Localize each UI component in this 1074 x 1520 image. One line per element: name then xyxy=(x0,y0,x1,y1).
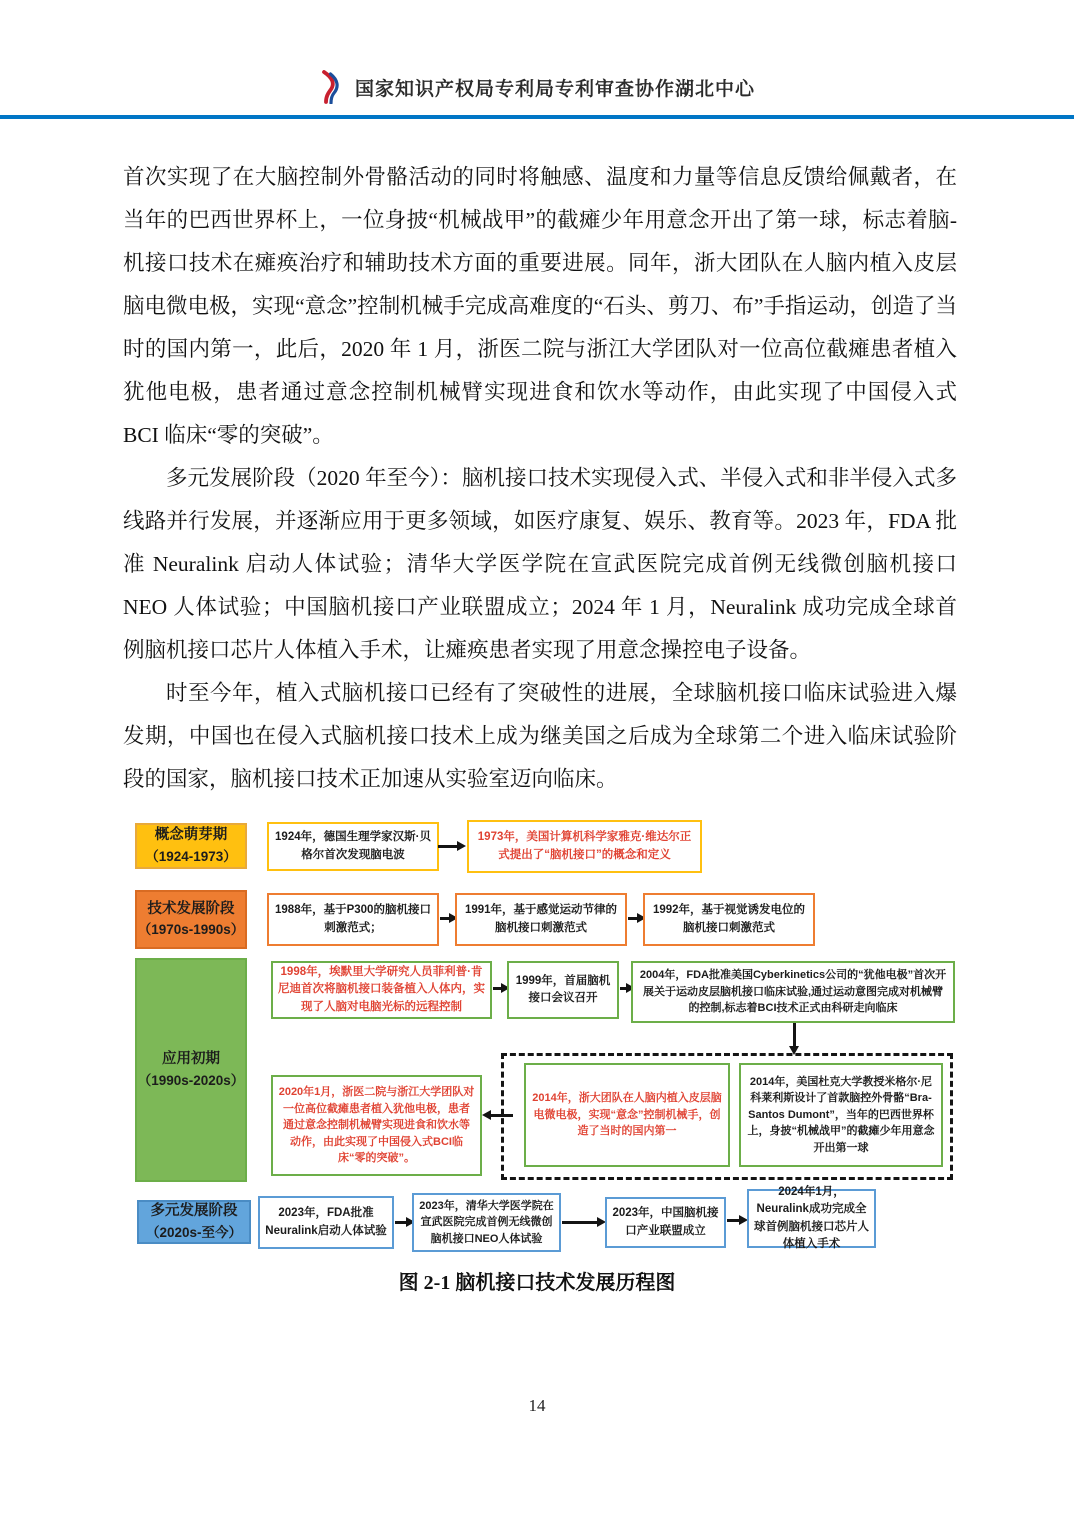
stage-diversified-development xyxy=(137,1200,251,1244)
arrow-right-icon xyxy=(438,845,458,848)
paragraph: 多元发展阶段（2020 年至今）：脑机接口技术实现侵入式、半侵入式和非半侵入式多线路并行发展，并逐渐应用于更多领域，如医疗康复、娱乐、教育等。2023 年，FDA 批准 Neuralink 启动人体试验；清华大学医学院在宣武医院完成首例无线微创脑机接口 NEO 人体试验；中国脑机接口产业联盟成立；2024 年 1 月，Neuralink 成功完成全球首例脑机接口芯片人体植入手术，让瘫痪患者实现了用意念操控电子设备。 xyxy=(123,466,957,662)
timeline-box-2023-neo: 2023年，清华大学医学院在宣武医院完成首例无线微创脑机接口NEO人体试验 xyxy=(412,1193,561,1252)
timeline-box-2024: 2024年1月，Neuralink成功完成全球首例脑机接口芯片人体植入手术 xyxy=(747,1189,876,1248)
stage-name: 技术发展阶段 xyxy=(147,900,235,917)
paragraph: 时至今年，植入式脑机接口已经有了突破性的进展，全球脑机接口临床试验进入爆发期，中国也在侵入式脑机接口技术上成为继美国之后成为全球第二个进入临床试验阶段的国家，脑机接口技术正加速从实验室迈向临床。 xyxy=(123,681,957,791)
timeline-box-2020: 2020年1月，浙医二院与浙江大学团队对一位高位截瘫患者植入犹他电极，患者通过意念控制机械臂实现进食和饮水等动作，由此实现了中国侵入式BCI临床“零的突破”。 xyxy=(271,1075,482,1176)
timeline-box-1998: 1998年，埃默里大学研究人员菲利普·肯尼迪首次将脑机接口装备植入人体内，实现了人脑对电脑光标的远程控制 xyxy=(271,961,492,1019)
stage-name: 应用初期 xyxy=(162,1051,220,1067)
arrow-right-icon xyxy=(727,1219,740,1222)
timeline-box-2014-zju: 2014年，浙大团队在人脑内植入皮层脑电微电极，实现“意念”控制机械手，创造了当时的国内第一 xyxy=(524,1063,730,1167)
arrow-left-icon xyxy=(490,1114,513,1117)
timeline-box-1924: 1924年，德国生理学家汉斯·贝格尔首次发现脑电波 xyxy=(267,822,439,871)
stage-years: （2020s-至今） xyxy=(145,1224,243,1240)
timeline-box-1992: 1992年，基于视觉诱发电位的脑机接口刺激范式 xyxy=(643,893,815,946)
arrow-right-icon xyxy=(620,987,627,990)
timeline-box-1999: 1999年，首届脑机接口会议召开 xyxy=(507,961,619,1019)
stage-early-application xyxy=(135,958,247,1182)
figure-caption: 图 2-1 脑机接口技术发展历程图 xyxy=(398,1272,676,1294)
arrow-right-icon xyxy=(493,987,502,990)
stage-years: （1970s-1990s） xyxy=(137,922,245,938)
stage-years: （1990s-2020s） xyxy=(137,1072,245,1088)
timeline-box-2023-fda: 2023年，FDA批准Neuralink启动人体试验 xyxy=(258,1196,394,1249)
timeline-box-1991: 1991年，基于感觉运动节律的脑机接口刺激范式 xyxy=(455,893,627,946)
stage-concept xyxy=(135,823,247,869)
timeline-box-1973: 1973年，美国计算机科学家雅克·维达尔正式提出了“脑机接口”的概念和定义 xyxy=(467,820,702,873)
timeline-box-2014-duke: 2014年，美国杜克大学教授米格尔·尼科莱利斯设计了首款脑控外骨骼“Bra-Santos Dumont”，当年的巴西世界杯上，身披“机械战甲”的截瘫少年用意念开出第一球 xyxy=(739,1063,943,1167)
stage-tech-development xyxy=(135,890,247,949)
arrow-right-icon xyxy=(395,1221,407,1224)
paragraph: 首次实现了在大脑控制外骨骼活动的同时将触感、温度和力量等信息反馈给佩戴者，在当年的巴西世界杯上，一位身披“机械战甲”的截瘫少年用意念开出了第一球，标志着脑-机接口技术在瘫痪治疗和辅助技术方面的重要进展。同年，浙大团队在人脑内植入皮层脑电微电极，实现“意念”控制机械手完成高难度的“石头、剪刀、布”手指运动，创造了当时的国内第一，此后，2020 年 1 月，浙医二院与浙江大学团队对一位高位截瘫患者植入犹他电极，患者通过意念控制机械臂实现进食和饮水等动作，由此实现了中国侵入式 BCI 临床“零的突破”。 xyxy=(123,165,957,447)
stage-years: （1924-1973） xyxy=(145,848,237,864)
stage-name: 多元发展阶段 xyxy=(150,1203,238,1219)
timeline-box-2004: 2004年，FDA批准美国Cyberkinetics公司的“犹他电极”首次开展关于运动皮层脑机接口临床试验,通过运动意图完成对机械臂的控制,标志着BCI技术正式由科研走向临床 xyxy=(631,961,955,1023)
header-org-title: 国家知识产权局专利局专利审查协作湖北中心 xyxy=(354,78,755,100)
timeline-box-2023-alliance: 2023年，中国脑机接口产业联盟成立 xyxy=(605,1197,726,1248)
stage-name: 概念萌芽期 xyxy=(154,827,228,843)
timeline-box-1988: 1988年，基于P300的脑机接口刺激范式； xyxy=(267,893,439,946)
arrow-right-icon xyxy=(562,1221,598,1224)
arrow-right-icon xyxy=(440,917,450,920)
arrow-right-icon xyxy=(628,917,638,920)
arrow-down-icon xyxy=(793,1023,796,1047)
page-number: 14 xyxy=(528,1396,546,1415)
